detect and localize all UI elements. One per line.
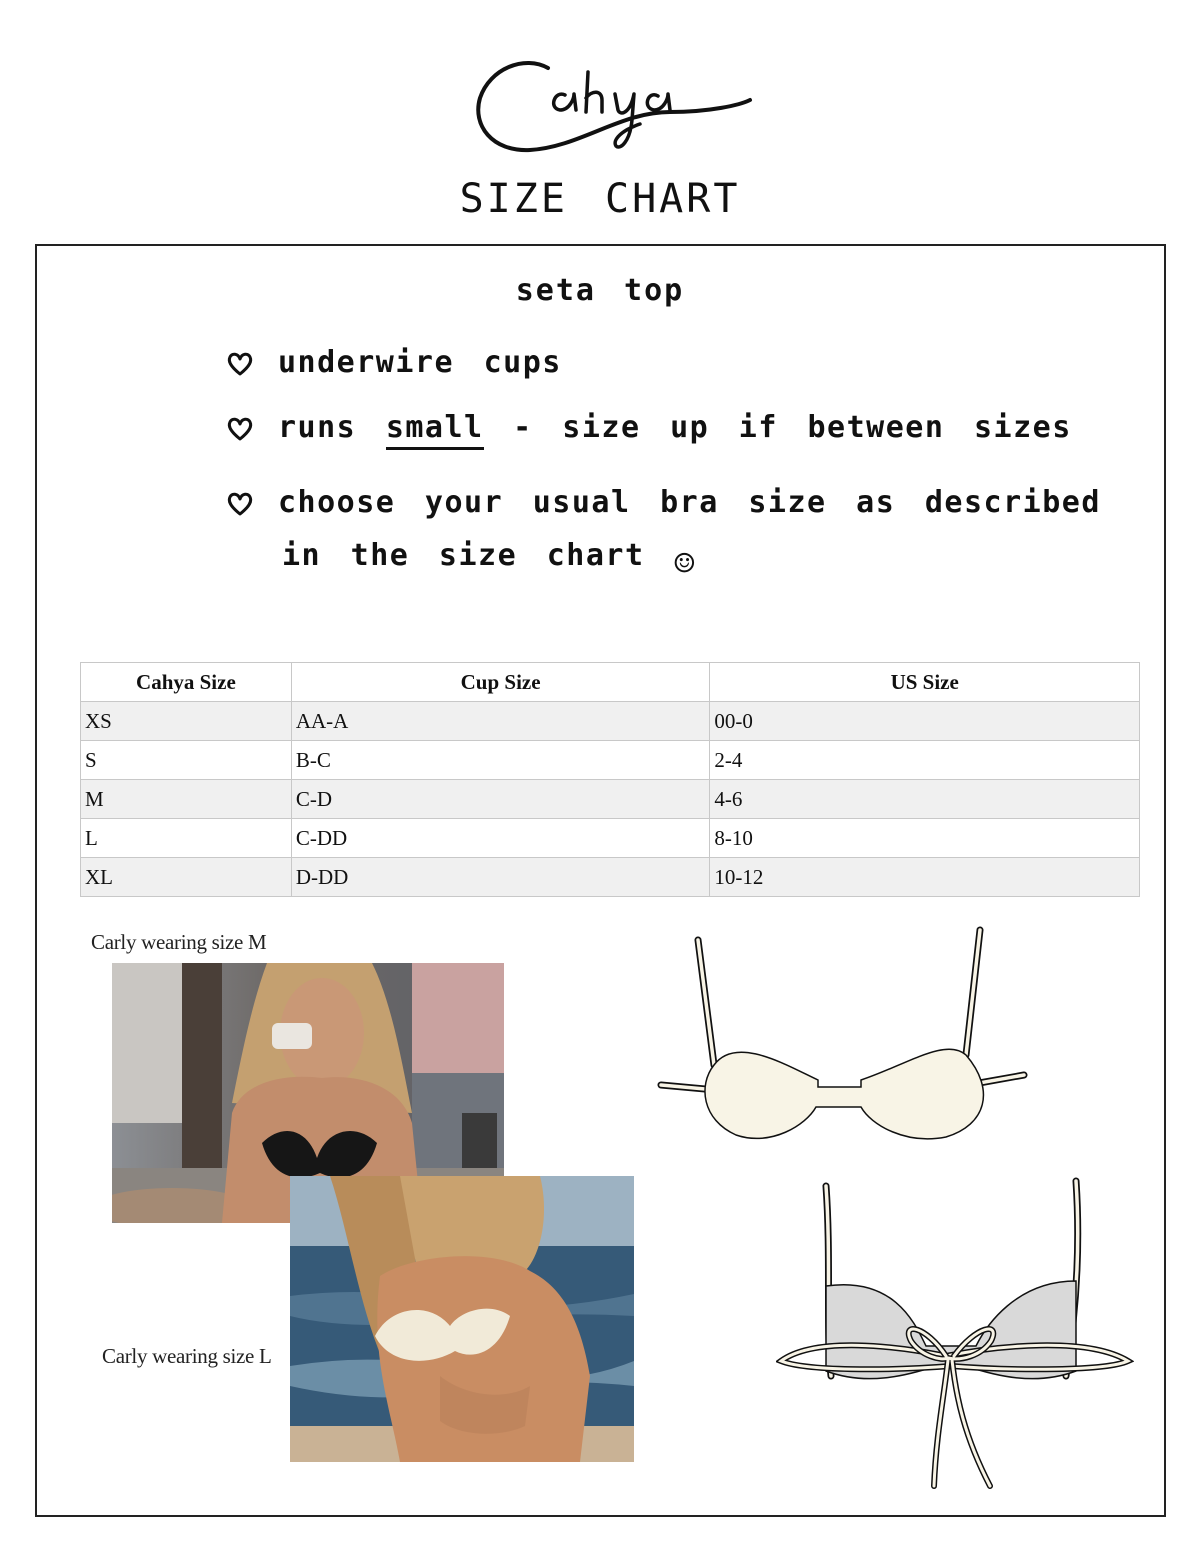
photo-model-size-l (290, 1176, 634, 1462)
feature-continuation (282, 538, 696, 584)
header-cahya-size: Cahya Size (81, 663, 292, 702)
cell-cup-size: B-C (291, 741, 710, 780)
feature-item (226, 345, 562, 380)
header-us-size: US Size (710, 663, 1140, 702)
caption-size-m: Carly wearing size M (91, 930, 267, 954)
cell-cup-size: C-D (291, 780, 710, 819)
cahya-script-logo (470, 50, 760, 165)
brand-logo (470, 50, 760, 165)
cell-cahya-size: XL (81, 858, 292, 897)
cell-us-size: 8-10 (710, 819, 1140, 858)
cell-cahya-size: XS (81, 702, 292, 741)
cell-cup-size: C-DD (291, 819, 710, 858)
cell-us-size: 2-4 (710, 741, 1140, 780)
feature-item (226, 410, 1072, 445)
table-row (81, 702, 1140, 741)
feature-text: runs (278, 410, 386, 445)
cell-cahya-size: L (81, 819, 292, 858)
page-title: SIZE CHART (459, 176, 741, 222)
feature-emphasis: small (386, 410, 484, 450)
table-row (81, 858, 1140, 897)
cell-cahya-size: M (81, 780, 292, 819)
table-row (81, 819, 1140, 858)
table-row (81, 741, 1140, 780)
caption-size-l: Carly wearing size L (102, 1344, 272, 1368)
header-cup-size: Cup Size (291, 663, 710, 702)
smiley-icon: ☺ (674, 544, 697, 584)
heart-icon (226, 491, 256, 517)
feature-continuation-text: in the size chart (282, 538, 645, 573)
size-table (80, 662, 1140, 897)
feature-text: underwire cups (278, 345, 562, 380)
table-row (81, 780, 1140, 819)
feature-text: choose your usual bra size as described (278, 485, 1101, 520)
cell-us-size: 10-12 (710, 858, 1140, 897)
feature-item (226, 485, 1101, 520)
front-view-sketch (656, 925, 1028, 1155)
cell-cahya-size: S (81, 741, 292, 780)
heart-icon (226, 351, 256, 377)
cell-us-size: 00-0 (710, 702, 1140, 741)
cell-cup-size: D-DD (291, 858, 710, 897)
table-header-row (81, 663, 1140, 702)
cell-us-size: 4-6 (710, 780, 1140, 819)
product-name: seta top (515, 273, 685, 308)
back-view-sketch (776, 1176, 1134, 1494)
feature-text: - size up if between sizes (483, 410, 1072, 445)
cell-cup-size: AA-A (291, 702, 710, 741)
heart-icon (226, 416, 256, 442)
